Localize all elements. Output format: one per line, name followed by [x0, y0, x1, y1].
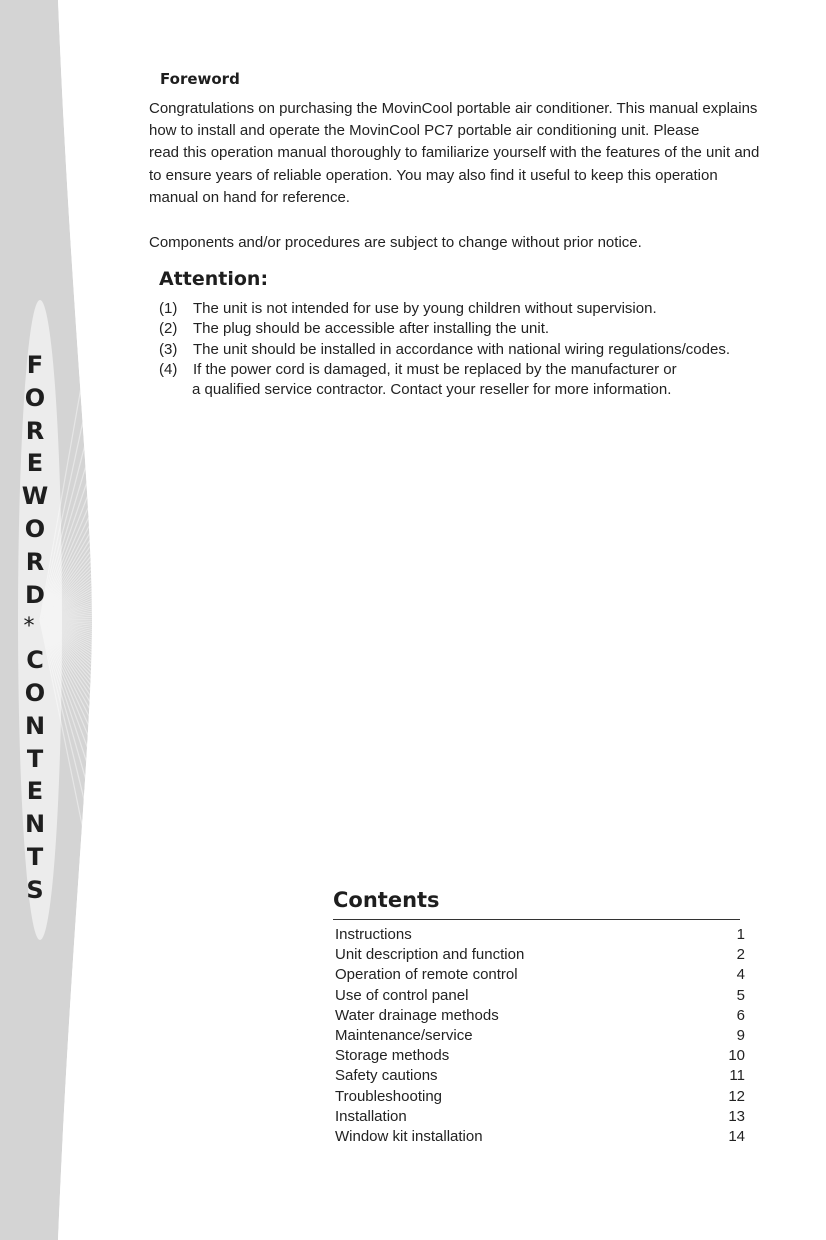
sidebar-letter: T	[26, 744, 44, 773]
toc-row	[335, 1087, 745, 1107]
toc-row	[335, 1046, 745, 1066]
toc-page-number: 9	[736, 1026, 745, 1044]
foreword-line: manual on hand for reference.	[149, 188, 350, 206]
toc-page-number: 12	[728, 1087, 745, 1105]
attention-item	[159, 340, 730, 360]
toc-page-number: 11	[729, 1067, 745, 1085]
item-text: The plug should be accessible after installing the unit.	[193, 320, 550, 338]
attention-item	[159, 319, 730, 339]
toc-page-number: 6	[736, 1006, 745, 1024]
toc-page-number: 2	[736, 946, 745, 964]
toc-entry-label: Unit description and function	[335, 946, 525, 964]
toc-entry-label: Instructions	[335, 926, 412, 943]
contents-heading: Contents	[333, 888, 440, 912]
attention-heading: Attention:	[159, 268, 269, 290]
toc-entry-label: Water drainage methods	[335, 1006, 499, 1024]
toc-page-number: 14	[728, 1127, 745, 1145]
sidebar-letter: W	[21, 482, 49, 511]
toc-entry-label: Operation of remote control	[335, 966, 518, 984]
item-number: (3)	[159, 340, 178, 358]
item-number: (4)	[159, 360, 178, 378]
toc-row	[335, 1026, 745, 1046]
toc-page-number: 4	[736, 966, 745, 984]
sidebar-letter: T	[26, 842, 44, 871]
toc-page-number: 13	[728, 1107, 745, 1125]
sidebar-letter: C	[26, 646, 44, 675]
foreword-line: read this operation manual thoroughly to familiarize yourself with the features of the unit and	[149, 144, 760, 162]
sidebar-letter: O	[24, 678, 46, 707]
toc-page-number: 10	[728, 1047, 745, 1065]
sidebar-decoration	[0, 0, 92, 1240]
foreword-heading: Foreword	[160, 70, 240, 88]
toc-entry-label: Troubleshooting	[335, 1087, 443, 1105]
item-number: (2)	[159, 320, 178, 338]
attention-list	[159, 299, 730, 400]
table-of-contents	[335, 925, 745, 1147]
sidebar-letter: R	[25, 416, 45, 445]
toc-page-number: 5	[736, 986, 745, 1004]
sidebar-letter: N	[24, 810, 46, 839]
toc-row	[335, 925, 745, 945]
toc-row	[335, 1127, 745, 1147]
sidebar-letter: O	[24, 383, 46, 412]
change-notice: Components and/or procedures are subject to change without prior notice.	[149, 234, 642, 251]
item-text: If the power cord is damaged, it must be replaced by the manufacturer or	[193, 360, 677, 378]
foreword-line: how to install and operate the MovinCool PC7 portable air conditioning unit. Please	[149, 122, 700, 140]
sidebar-vertical-title	[0, 349, 70, 907]
sidebar-letter: D	[25, 580, 45, 609]
item-number: (1)	[159, 300, 178, 317]
sidebar-letter: F	[26, 351, 44, 379]
sidebar-letter: E	[26, 777, 44, 806]
foreword-paragraph	[149, 98, 809, 209]
sidebar-letter: N	[24, 711, 46, 740]
item-text: The unit should be installed in accordance with national wiring regulations/codes.	[193, 340, 730, 358]
toc-entry-label: Window kit installation	[335, 1127, 483, 1145]
toc-entry-label: Safety cautions	[335, 1067, 438, 1085]
toc-row	[335, 965, 745, 985]
toc-entry-label: Use of control panel	[335, 986, 469, 1004]
toc-row	[335, 1066, 745, 1086]
attention-item	[159, 299, 730, 319]
sidebar-letter: O	[24, 514, 46, 543]
foreword-line: Congratulations on purchasing the MovinCool portable air conditioner. This manual explains	[149, 100, 758, 117]
toc-row	[335, 986, 745, 1006]
toc-entry-label: Storage methods	[335, 1047, 450, 1065]
sidebar-letter: R	[25, 547, 45, 576]
sidebar-letter: E	[26, 449, 44, 478]
contents-divider	[333, 919, 740, 920]
toc-page-number: 1	[736, 926, 745, 943]
sidebar-letter: S	[26, 875, 44, 904]
toc-row	[335, 1107, 745, 1127]
foreword-line: to ensure years of reliable operation. You may also find it useful to keep this operation	[149, 166, 718, 184]
attention-item	[159, 360, 730, 401]
toc-entry-label: Installation	[335, 1107, 407, 1125]
item-text-continuation: a qualified service contractor. Contact your reseller for more information.	[192, 381, 672, 399]
sidebar-letter: *	[22, 614, 36, 640]
toc-row	[335, 945, 745, 965]
toc-row	[335, 1006, 745, 1026]
item-text: The unit is not intended for use by young children without supervision.	[193, 300, 657, 317]
toc-entry-label: Maintenance/service	[335, 1026, 473, 1044]
